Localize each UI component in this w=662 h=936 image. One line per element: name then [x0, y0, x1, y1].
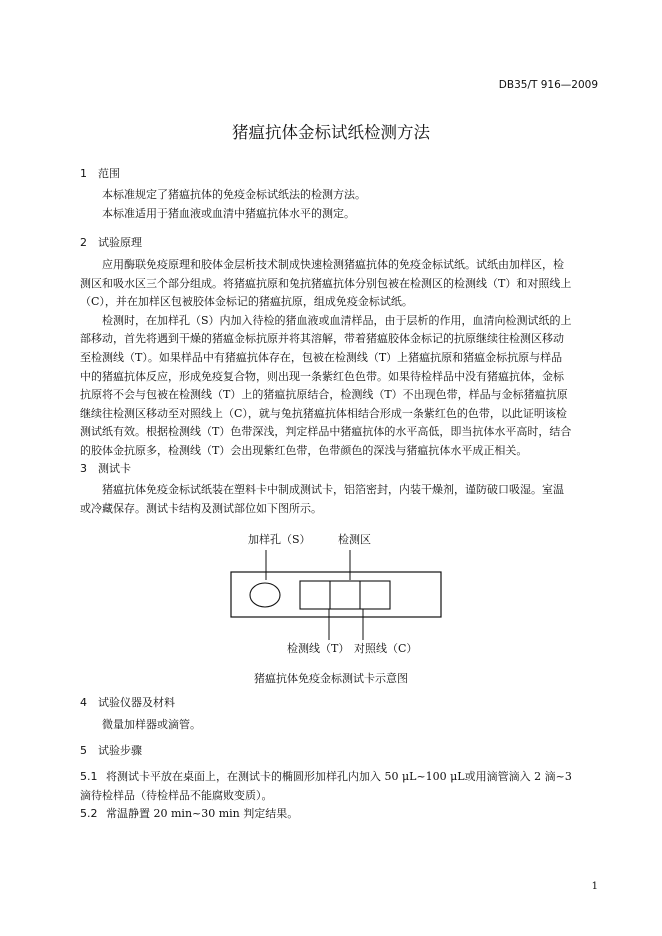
label-sample-well: 加样孔（S） [248, 533, 311, 546]
text-line: 应用酶联免疫原理和胶体金层析技术制成快速检测猪瘟抗体的免疫金标试纸。试纸由加样区，检 [102, 258, 564, 271]
text-line: 检测时，在加样孔（S）内加入待检的猪血液或血清样品，由于层析的作用，血清向检测试纸的上 [102, 313, 572, 327]
label-detection-zone: 检测区 [338, 533, 371, 546]
section-title: 范围 [98, 167, 120, 180]
text-line: 测试纸有效。根据检测线（T）色带深浅，判定样品中猪瘟抗体的水平高低，即当抗体水平高时，结合 [80, 425, 572, 439]
sample-well-oval [250, 583, 280, 607]
text-line: 部移动，首先将遇到干燥的猪瘟金标抗原并将其溶解，带着猪瘟胶体金标记的抗原继续往检测区移动 [80, 332, 564, 346]
section-title: 试验仪器及材料 [98, 696, 175, 709]
text-line: 测区和吸水区三个部分组成。将猪瘟抗原和兔抗猪瘟抗体分别包被在检测区的检测线（T）和对照线上 [80, 276, 572, 290]
section-number: 5 [80, 744, 87, 757]
text-line: 中的猪瘟抗体反应，形成免疫复合物，则出现一条紫红色色带。如果待检样品中没有猪瘟抗体，金标 [80, 369, 564, 383]
text-line: 继续往检测区移动至对照线上（C），就与兔抗猪瘟抗体相结合形成一条紫红色的色带，以此证明该检 [80, 406, 567, 420]
step-number: 5.2 [80, 807, 98, 820]
section-title: 试验步骤 [98, 744, 142, 757]
section-title: 试验原理 [98, 236, 142, 249]
section-4-body [80, 716, 594, 735]
section-number: 2 [80, 236, 87, 249]
figure-caption: 猪瘟抗体免疫金标测试卡示意图 [254, 672, 408, 685]
detection-zone-box [300, 581, 390, 609]
text-line: 本标准适用于猪血液或血清中猪瘟抗体水平的测定。 [102, 206, 355, 220]
page-number: 1 [591, 881, 598, 892]
step-number: 5.1 [80, 770, 98, 783]
section-5-heading [80, 742, 142, 758]
text-line: 本标准规定了猪瘟抗体的免疫金标试纸法的检测方法。 [102, 188, 366, 201]
test-card-outline [231, 572, 441, 617]
label-control-line: 对照线（C） [354, 642, 418, 655]
text-line: 的胶体金抗原多，检测线（T）会出现紫红色带，色带颜色的深浅与猪瘟抗体水平成正相关。 [80, 443, 528, 457]
step-5-2 [80, 805, 594, 824]
text-line: 至检测线（T）。如果样品中有猪瘟抗体存在，包被在检测线（T）上猪瘟抗原和猪瘟金标抗原与样品 [80, 350, 563, 364]
text-line: 或冷藏保存。测试卡结构及测试部位如下图所示。 [80, 501, 322, 515]
step-text: 将测试卡平放在桌面上，在测试卡的椭圆形加样孔内加入 50 μL~100 μL或用滴管滴入 2 滴~3 [106, 770, 572, 783]
text-line: 微量加样器或滴管。 [102, 718, 201, 731]
section-title: 测试卡 [98, 462, 131, 475]
section-4-heading [80, 694, 175, 710]
step-text: 常温静置 20 min~30 min 判定结果。 [106, 807, 299, 820]
text-line: 猪瘟抗体免疫金标试纸装在塑料卡中制成测试卡，铝箔密封，内装干燥剂，谨防破口吸湿。室温 [102, 483, 564, 496]
step-5-1 [80, 768, 594, 805]
section-number: 1 [80, 167, 87, 180]
text-line [80, 805, 594, 824]
text-line: 滴待检样品（待检样品不能腐败变质）。 [80, 788, 273, 802]
text-line: 抗原将不会与包被在检测线（T）上的猪瘟抗原结合，检测线（T）不出现色带，样品与金标猪瘟抗原 [80, 388, 568, 402]
text-line: （C），并在加样区包被胶体金标记的猪瘟抗原，组成免疫金标试纸。 [80, 295, 413, 309]
document-title: 猪瘟抗体金标试纸检测方法 [232, 123, 430, 142]
text-line [80, 768, 594, 787]
section-number: 4 [80, 696, 87, 709]
label-test-line: 检测线（T） [287, 642, 350, 655]
section-number: 3 [80, 462, 87, 475]
standard-number: DB35/T 916—2009 [498, 79, 598, 91]
